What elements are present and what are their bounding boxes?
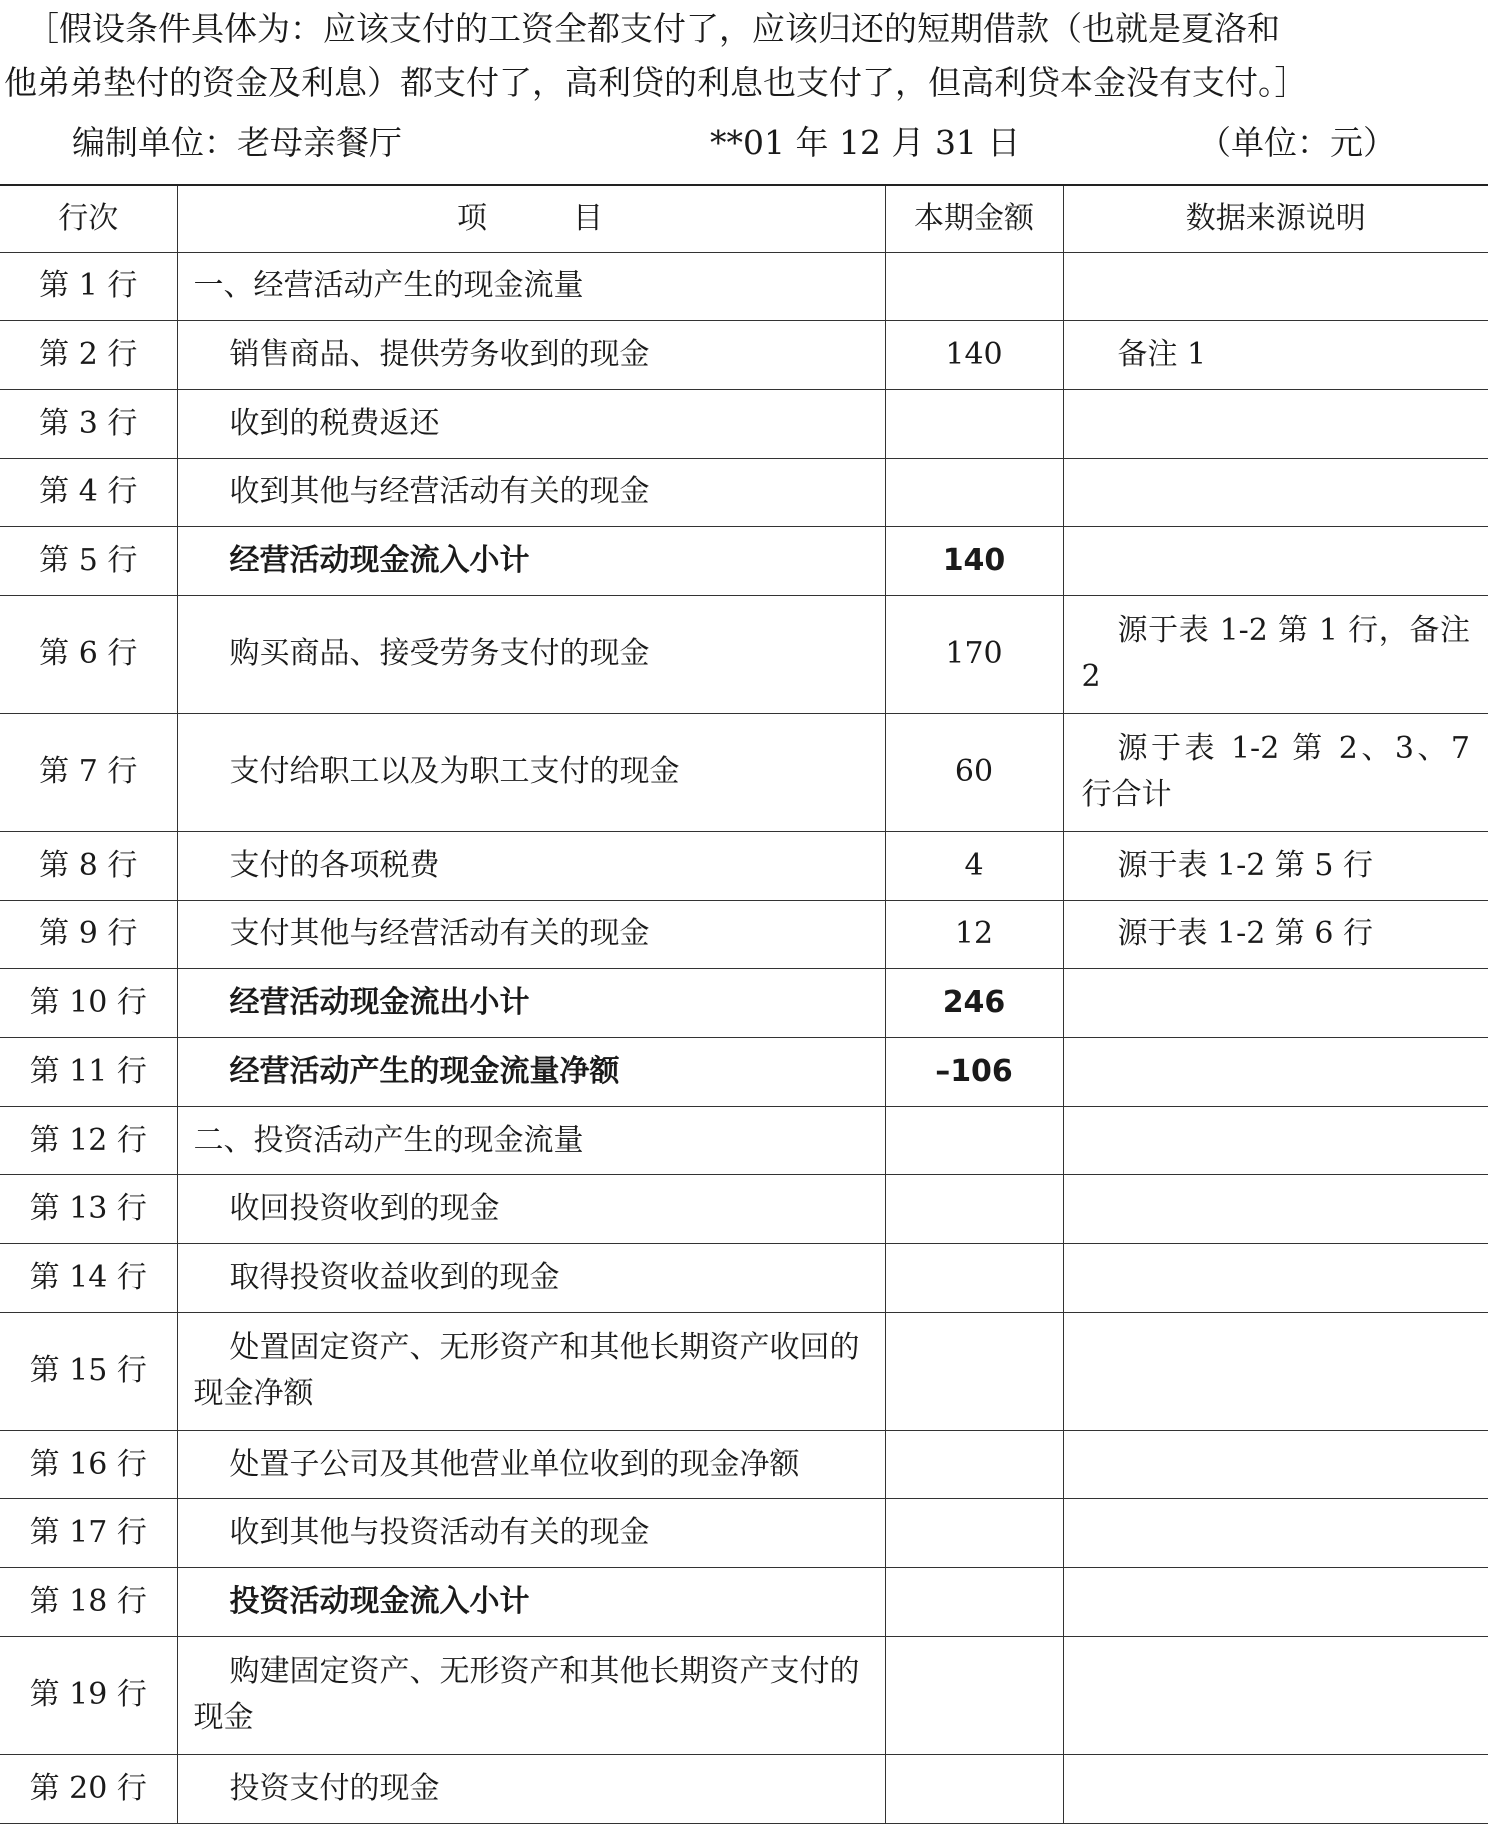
- row-item: 投资活动现金流入小计: [177, 1568, 885, 1637]
- row-source: [1063, 1175, 1488, 1244]
- row-source: [1063, 1499, 1488, 1568]
- row-amount: [885, 1175, 1063, 1244]
- row-amount: [885, 1106, 1063, 1175]
- row-item: 投资支付的现金: [177, 1754, 885, 1823]
- row-source: [1063, 252, 1488, 321]
- table-row: [0, 252, 1488, 321]
- intro-line-1: ［假设条件具体为：应该支付的工资全都支付了，应该归还的短期借款（也就是夏洛和: [26, 9, 1280, 48]
- row-item: 取得投资收益收到的现金: [177, 1244, 885, 1313]
- row-source: 源于表 1-2 第 5 行: [1063, 831, 1488, 900]
- row-amount: –106: [885, 1038, 1063, 1107]
- row-amount: [885, 1430, 1063, 1499]
- currency-unit: （单位：元）: [1198, 123, 1396, 162]
- row-source: [1063, 1312, 1488, 1430]
- row-source: [1063, 527, 1488, 596]
- row-source: [1063, 389, 1488, 458]
- row-number: 第 6 行: [0, 595, 177, 713]
- row-source: 源于表 1-2 第 1 行，备注 2: [1063, 595, 1488, 713]
- row-item: 收回投资收到的现金: [177, 1175, 885, 1244]
- header-item-b: 目: [573, 200, 605, 236]
- header-item: [177, 185, 885, 252]
- table-header-row: [0, 185, 1488, 252]
- row-number: 第 19 行: [0, 1636, 177, 1754]
- row-number: 第 1 行: [0, 252, 177, 321]
- header-amount: 本期金额: [885, 185, 1063, 252]
- row-item: 支付其他与经营活动有关的现金: [177, 900, 885, 969]
- row-number: 第 11 行: [0, 1038, 177, 1107]
- table-row: [0, 900, 1488, 969]
- row-number: 第 4 行: [0, 458, 177, 527]
- row-item: 销售商品、提供劳务收到的现金: [177, 321, 885, 390]
- row-amount: 60: [885, 713, 1063, 831]
- table-row: [0, 1175, 1488, 1244]
- row-amount: [885, 1244, 1063, 1313]
- row-item: 二、投资活动产生的现金流量: [177, 1106, 885, 1175]
- table-row: [0, 389, 1488, 458]
- row-number: 第 14 行: [0, 1244, 177, 1313]
- row-amount: 12: [885, 900, 1063, 969]
- table-row-subtotal: [0, 1568, 1488, 1637]
- table-row: [0, 1244, 1488, 1313]
- row-source: [1063, 1244, 1488, 1313]
- row-item: 收到其他与投资活动有关的现金: [177, 1499, 885, 1568]
- row-item: 购买商品、接受劳务支付的现金: [177, 595, 885, 713]
- row-number: 第 7 行: [0, 713, 177, 831]
- row-source: 备注 1: [1063, 321, 1488, 390]
- header-item-a: 项: [457, 200, 489, 236]
- table-row-subtotal: [0, 1038, 1488, 1107]
- row-amount: 140: [885, 527, 1063, 596]
- cash-flow-table: [0, 184, 1488, 1824]
- table-row: [0, 1499, 1488, 1568]
- header-row-no: 行次: [0, 185, 177, 252]
- intro-line-2: 他弟弟垫付的资金及利息）都支付了，高利贷的利息也支付了，但高利贷本金没有支付。］: [4, 63, 1308, 102]
- row-source: [1063, 1038, 1488, 1107]
- table-meta: [0, 118, 1488, 168]
- row-number: 第 13 行: [0, 1175, 177, 1244]
- table-row: [0, 1106, 1488, 1175]
- row-source: [1063, 1430, 1488, 1499]
- row-source: [1063, 1754, 1488, 1823]
- table-row-subtotal: [0, 969, 1488, 1038]
- table-row: [0, 1430, 1488, 1499]
- row-number: 第 8 行: [0, 831, 177, 900]
- row-amount: [885, 389, 1063, 458]
- table-row-subtotal: [0, 527, 1488, 596]
- row-number: 第 20 行: [0, 1754, 177, 1823]
- row-amount: [885, 1754, 1063, 1823]
- table-row: [0, 595, 1488, 713]
- row-item: 支付给职工以及为职工支付的现金: [177, 713, 885, 831]
- row-amount: 246: [885, 969, 1063, 1038]
- row-item: 一、经营活动产生的现金流量: [177, 252, 885, 321]
- row-number: 第 18 行: [0, 1568, 177, 1637]
- row-number: 第 10 行: [0, 969, 177, 1038]
- table-row: [0, 831, 1488, 900]
- row-item: 收到的税费返还: [177, 389, 885, 458]
- row-item: 处置子公司及其他营业单位收到的现金净额: [177, 1430, 885, 1499]
- row-number: 第 5 行: [0, 527, 177, 596]
- row-item: 经营活动现金流入小计: [177, 527, 885, 596]
- row-source: 源于表 1-2 第 6 行: [1063, 900, 1488, 969]
- row-item: 支付的各项税费: [177, 831, 885, 900]
- row-amount: [885, 1568, 1063, 1637]
- row-source: [1063, 1568, 1488, 1637]
- row-number: 第 12 行: [0, 1106, 177, 1175]
- row-number: 第 9 行: [0, 900, 177, 969]
- table-row: [0, 458, 1488, 527]
- row-source: 源于表 1-2 第 2、3、7 行合计: [1063, 713, 1488, 831]
- row-number: 第 17 行: [0, 1499, 177, 1568]
- row-number: 第 3 行: [0, 389, 177, 458]
- row-number: 第 16 行: [0, 1430, 177, 1499]
- row-amount: 4: [885, 831, 1063, 900]
- table-row: [0, 1754, 1488, 1823]
- row-amount: [885, 1312, 1063, 1430]
- row-source: [1063, 1636, 1488, 1754]
- row-amount: [885, 1636, 1063, 1754]
- intro-note: [4, 2, 1484, 110]
- table-row: [0, 713, 1488, 831]
- row-item: 收到其他与经营活动有关的现金: [177, 458, 885, 527]
- row-source: [1063, 458, 1488, 527]
- table-row: [0, 321, 1488, 390]
- report-date: **01 年 12 月 31 日: [710, 123, 1021, 162]
- row-item: 处置固定资产、无形资产和其他长期资产收回的现金净额: [177, 1312, 885, 1430]
- row-amount: 170: [885, 595, 1063, 713]
- header-source: 数据来源说明: [1063, 185, 1488, 252]
- row-source: [1063, 969, 1488, 1038]
- row-amount: [885, 252, 1063, 321]
- row-amount: [885, 458, 1063, 527]
- row-amount: 140: [885, 321, 1063, 390]
- row-source: [1063, 1106, 1488, 1175]
- table-row: [0, 1636, 1488, 1754]
- row-number: 第 2 行: [0, 321, 177, 390]
- row-amount: [885, 1499, 1063, 1568]
- row-item: 购建固定资产、无形资产和其他长期资产支付的现金: [177, 1636, 885, 1754]
- row-item: 经营活动现金流出小计: [177, 969, 885, 1038]
- row-item: 经营活动产生的现金流量净额: [177, 1038, 885, 1107]
- table-row: [0, 1312, 1488, 1430]
- preparing-unit: 编制单位：老母亲餐厅: [72, 123, 402, 162]
- row-number: 第 15 行: [0, 1312, 177, 1430]
